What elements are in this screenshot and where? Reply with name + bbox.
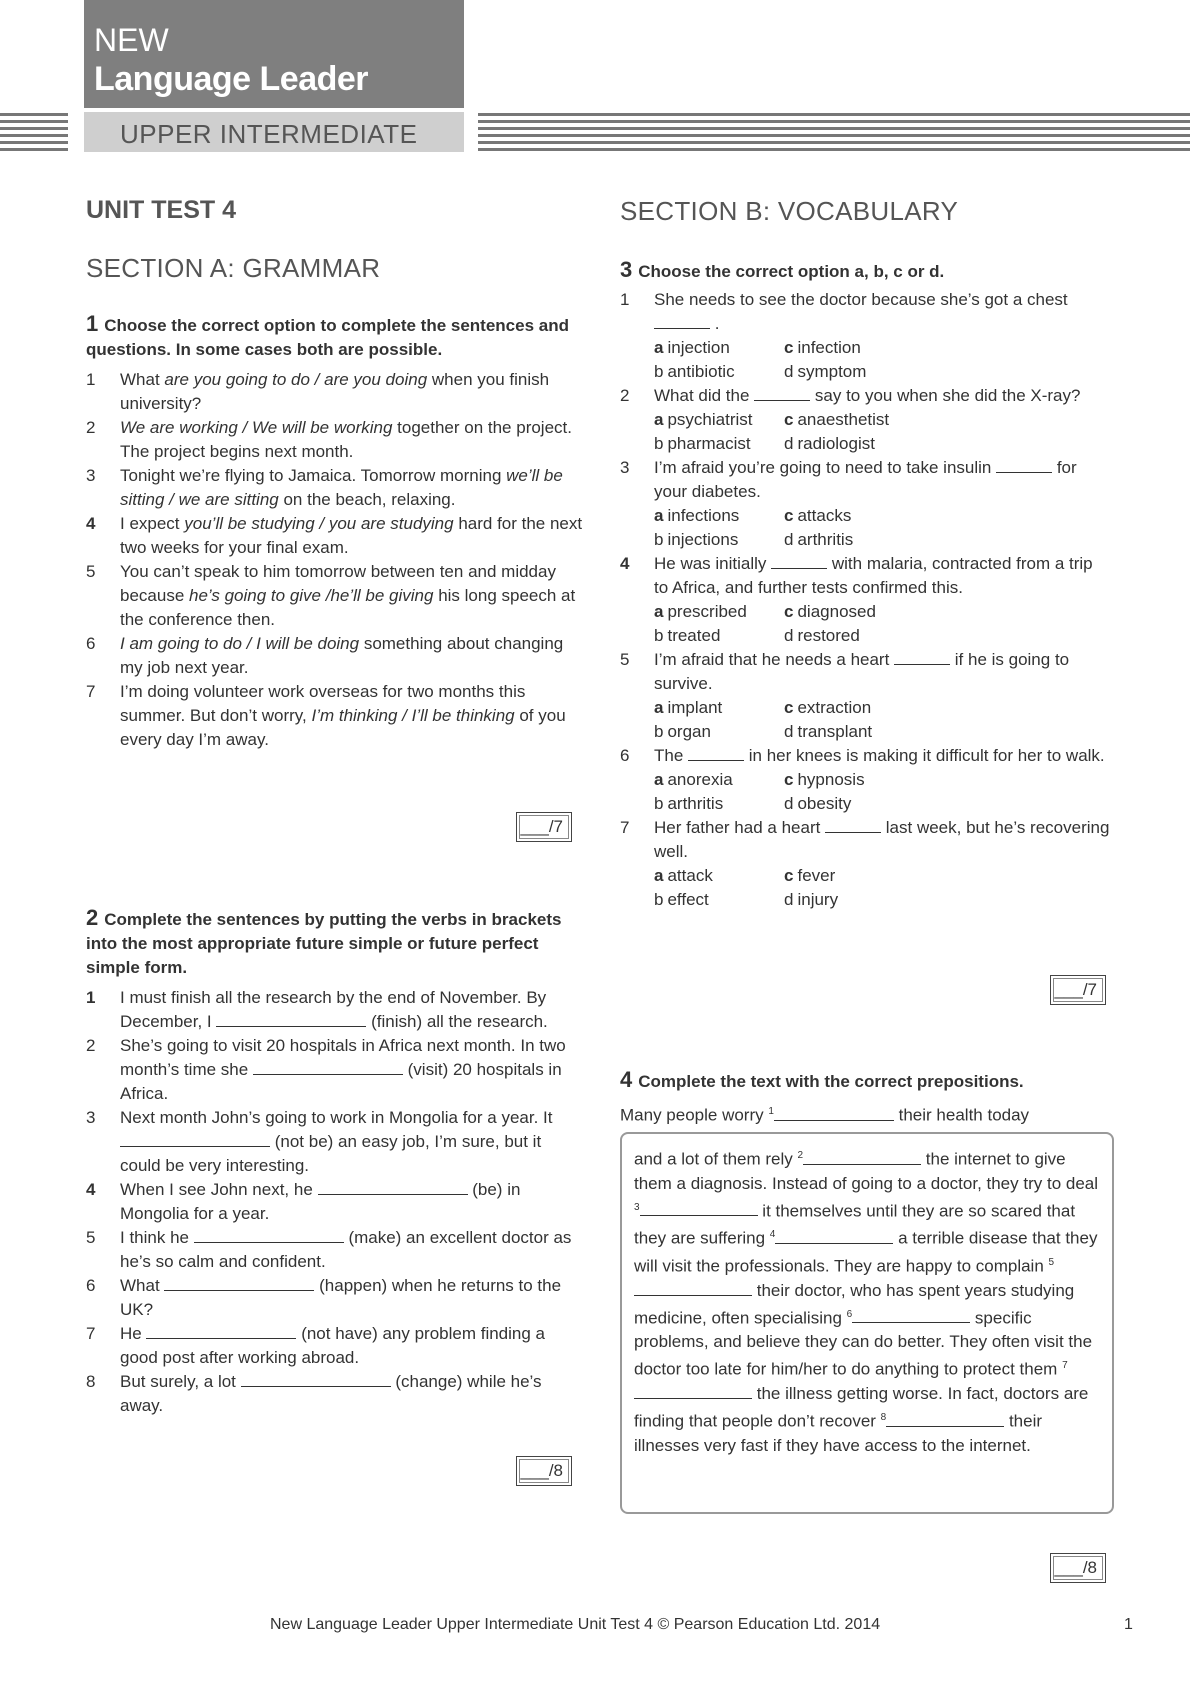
option-a[interactable] [654, 336, 784, 360]
blank-number: 4 [769, 1229, 776, 1241]
section-b-title: SECTION B: VOCABULARY [620, 196, 959, 226]
item-text: for your diabetes. [654, 458, 1077, 501]
option-b[interactable] [654, 720, 784, 744]
option-d[interactable] [784, 624, 984, 648]
item-text: (visit) 20 hospitals in Africa. [120, 1060, 562, 1103]
passage-text: it themselves until they are so scared that they are suffering [634, 1201, 1076, 1248]
item-text: What [120, 1276, 165, 1295]
answer-blank[interactable] [318, 1178, 468, 1195]
q2-item [86, 1322, 586, 1370]
q2-item [86, 1106, 586, 1178]
item-text: I think he [120, 1228, 194, 1247]
q1-item [86, 632, 586, 680]
option-text: symptom [797, 362, 867, 381]
option-letter: d [784, 890, 794, 909]
item-text: his long speech at the conference then. [120, 586, 576, 629]
item-stem [654, 744, 1110, 768]
option-text: infection [797, 338, 861, 357]
item-text: You can’t speak to him tomorrow between ten and midday because [120, 562, 556, 605]
option-text: anaesthetist [797, 410, 890, 429]
option-letter: c [784, 410, 794, 429]
q2-instruction: 2 Complete the sentences by putting the verbs in brackets into the most appropriate future simple or future perfect simple form. [86, 905, 562, 977]
item-number: 1 [620, 290, 630, 309]
option-c[interactable] [784, 504, 984, 528]
item-text: with malaria, contracted from a trip to Africa, and further tests confirmed this. [654, 554, 1093, 597]
option-a[interactable] [654, 768, 784, 792]
header-stripes-left [0, 113, 68, 151]
item-text: I’m doing volunteer work overseas for two months this summer. But don’t worry, [120, 682, 526, 725]
item-number: 5 [620, 650, 630, 669]
option-d[interactable] [784, 888, 984, 912]
item-number: 6 [620, 746, 630, 765]
option-c[interactable] [784, 336, 984, 360]
footer-text: New Language Leader Upper Intermediate Unit Test 4 © Pearson Education Ltd. 2014 [270, 1616, 881, 1633]
option-b[interactable] [654, 792, 784, 816]
passage-text: and a lot of them rely [634, 1149, 798, 1169]
option-letter: b [654, 530, 664, 549]
q2-item [86, 1178, 586, 1226]
option-letter: c [784, 602, 794, 621]
item-text: (change) while he’s away. [120, 1372, 542, 1415]
item-options: he’s going to give /he’ll be giving [189, 586, 434, 605]
item-number: 5 [86, 562, 96, 581]
item-text: on the beach, relaxing. [278, 490, 456, 509]
item-stem [654, 384, 1110, 408]
item-number: 5 [86, 1228, 96, 1247]
item-text: Her father had a heart [654, 818, 826, 837]
item-options [654, 504, 1110, 552]
item-number: 4 [620, 554, 630, 573]
q2-item [86, 1226, 586, 1274]
q1-item [86, 560, 586, 632]
option-text: injection [667, 338, 730, 357]
option-letter: a [654, 410, 664, 429]
item-number: 4 [86, 1180, 96, 1199]
item-number: 2 [86, 418, 96, 437]
blank-number: 3 [634, 1201, 640, 1213]
answer-blank[interactable] [688, 744, 744, 761]
option-c[interactable] [784, 864, 984, 888]
option-text: implant [667, 698, 723, 717]
option-letter: a [654, 698, 664, 717]
option-letter: c [784, 770, 794, 789]
item-text: in her knees is making it difficult for her to walk. [744, 746, 1105, 765]
item-text: What [120, 370, 165, 389]
q3-item [620, 288, 1110, 384]
option-text: attacks [797, 506, 852, 525]
q4-score-box[interactable]: ___/8 [1050, 1553, 1106, 1583]
q3-score-box[interactable]: ___/7 [1050, 975, 1106, 1005]
question-4 [620, 1068, 1110, 1128]
option-letter: c [784, 698, 794, 717]
q2-item [86, 1370, 586, 1418]
item-stem [654, 456, 1110, 504]
item-text: I must finish all the research by the end of November. By December, I [120, 988, 547, 1031]
passage-text: the illness getting worse. In fact, doctors are finding that people don’t recover [634, 1383, 1089, 1431]
q1-item [86, 464, 586, 512]
item-stem [654, 648, 1110, 696]
option-letter: a [654, 770, 664, 789]
item-text: I expect [120, 514, 185, 533]
item-options: are you going to do / are you doing [164, 370, 428, 389]
passage-blank[interactable] [852, 1306, 970, 1323]
q3-list [620, 288, 1110, 912]
page-number: 1 [1124, 1616, 1133, 1633]
option-a[interactable] [654, 864, 784, 888]
q3-item [620, 648, 1110, 744]
option-a[interactable] [654, 504, 784, 528]
item-text: When I see John next, he [120, 1180, 318, 1199]
item-number: 6 [86, 1276, 96, 1295]
option-letter: b [654, 434, 664, 453]
option-letter: b [654, 890, 664, 909]
item-text: hard for the next two weeks for your final exam. [120, 514, 583, 557]
item-options [654, 408, 1110, 456]
item-options: we’ll be sitting / we are sitting [120, 466, 563, 509]
option-text: restored [797, 626, 860, 645]
item-text: Tonight we’re flying to Jamaica. Tomorrow morning [120, 466, 507, 485]
item-text: But surely, a lot [120, 1372, 241, 1391]
blank-number: 2 [797, 1150, 804, 1161]
option-letter: c [784, 506, 794, 525]
answer-blank[interactable] [771, 552, 827, 569]
item-number: 3 [620, 458, 630, 477]
option-letter: b [654, 722, 664, 741]
q3-item [620, 384, 1110, 456]
option-letter: d [784, 530, 794, 549]
option-c[interactable] [784, 600, 984, 624]
q4-instruction: 4 Complete the text with the correct prepositions. [620, 1067, 1024, 1092]
option-c[interactable] [784, 768, 984, 792]
item-text: He was initially [654, 554, 772, 573]
option-b[interactable] [654, 888, 784, 912]
option-letter: a [654, 866, 664, 885]
option-text: arthritis [797, 530, 854, 549]
q2-list [86, 986, 586, 1418]
brand-logo [84, 0, 464, 156]
item-text: (not be) an easy job, I’m sure, but it could be very interesting. [120, 1132, 542, 1175]
item-text: (be) in Mongolia for a year. [120, 1180, 521, 1223]
option-letter: b [654, 626, 664, 645]
passage-text: a terrible disease that they will visit the professionals. They are happy to complain [634, 1228, 1098, 1276]
option-text: transplant [797, 722, 873, 741]
answer-blank[interactable] [194, 1226, 344, 1243]
q3-item [620, 456, 1110, 552]
item-text: of you every day I’m away. [120, 706, 566, 749]
item-text: when you finish university? [120, 370, 550, 413]
option-text: prescribed [667, 602, 747, 621]
item-number: 1 [86, 988, 96, 1007]
item-options: We are working / We will be working [120, 418, 393, 437]
blank-number: 6 [846, 1308, 853, 1320]
item-number: 6 [86, 634, 96, 653]
item-text: if he is going to survive. [654, 650, 1070, 693]
option-text: diagnosed [797, 602, 876, 621]
passage-text: the internet to give them a diagnosis. Instead of going to a doctor, they try to deal [634, 1149, 1099, 1193]
question-1 [86, 312, 586, 752]
section-a-title: SECTION A: GRAMMAR [86, 253, 381, 283]
answer-blank[interactable] [253, 1058, 403, 1075]
item-options [654, 696, 1110, 744]
q2-item [86, 986, 586, 1034]
option-text: organ [667, 722, 711, 741]
option-c[interactable] [784, 696, 984, 720]
q3-item [620, 816, 1110, 912]
item-options [654, 864, 1110, 912]
answer-blank[interactable] [754, 384, 810, 401]
option-text: arthritis [667, 794, 724, 813]
item-number: 3 [86, 466, 96, 485]
option-d[interactable] [784, 360, 984, 384]
passage-blank[interactable] [775, 1227, 893, 1244]
option-letter: d [784, 626, 794, 645]
option-letter: b [654, 794, 664, 813]
option-a[interactable] [654, 408, 784, 432]
item-options: I’m thinking / I’ll be thinking [311, 706, 515, 725]
option-b[interactable] [654, 360, 784, 384]
option-a[interactable] [654, 600, 784, 624]
item-stem [654, 816, 1110, 864]
item-number: 7 [86, 1324, 96, 1343]
blank-number: 7 [1062, 1360, 1068, 1372]
item-text: last week, but he’s recovering well. [654, 818, 1110, 861]
item-stem [654, 552, 1110, 600]
item-text: I’m afraid that he needs a heart [654, 650, 895, 669]
item-number: 8 [86, 1372, 96, 1391]
option-text: injury [797, 890, 839, 909]
answer-blank[interactable] [241, 1370, 391, 1387]
item-options [654, 600, 1110, 648]
option-text: treated [667, 626, 721, 645]
item-text: (not have) any problem finding a good post after working abroad. [120, 1324, 546, 1367]
option-d[interactable] [784, 720, 984, 744]
q1-instruction: 1 Choose the correct option to complete the sentences and questions. In some cases both are possible. [86, 311, 569, 359]
q1-list [86, 368, 586, 752]
answer-blank[interactable] [216, 1010, 366, 1027]
option-letter: d [784, 362, 794, 381]
blank-number: 5 [1048, 1256, 1055, 1268]
q3-instruction: 3 Choose the correct option a, b, c or d. [620, 257, 945, 282]
item-text: (happen) when he returns to the UK? [120, 1276, 562, 1319]
option-b[interactable] [654, 624, 784, 648]
q1-item [86, 680, 586, 752]
passage-text: specific problems, and believe they can do better. They often visit the doctor too late for him/her to do anything to protect them [634, 1308, 1093, 1379]
option-a[interactable] [654, 696, 784, 720]
item-text: (make) an excellent doctor as he’s so calm and confident. [120, 1228, 572, 1271]
item-text: together on the project. The project begins next month. [120, 418, 572, 461]
q3-item [620, 744, 1110, 816]
item-text: Next month John’s going to work in Mongolia for a year. It [120, 1108, 553, 1127]
item-number: 4 [86, 514, 96, 533]
passage-text: their doctor, who has spent years studying medicine, often specialising [634, 1280, 1075, 1328]
q1-item [86, 416, 586, 464]
item-number: 7 [620, 818, 630, 837]
passage-text: their illnesses very fast if they have access to the internet. [634, 1411, 1043, 1455]
q4-lead: Many people worry $^1$ their health today [620, 1105, 1030, 1125]
question-3 [620, 258, 1110, 912]
passage-blank[interactable] [803, 1148, 921, 1165]
passage-blank[interactable] [634, 1279, 752, 1296]
q1-item [86, 512, 586, 560]
item-text: (finish) all the research. [366, 1012, 548, 1031]
item-options [654, 336, 1110, 384]
passage-blank[interactable] [640, 1199, 758, 1216]
q2-item [86, 1274, 586, 1322]
answer-blank[interactable] [164, 1274, 314, 1291]
option-text: pharmacist [667, 434, 751, 453]
q1-item [86, 368, 586, 416]
option-text: obesity [797, 794, 852, 813]
answer-blank[interactable] [996, 456, 1052, 473]
q4-blank-1[interactable] [774, 1104, 894, 1121]
option-text: psychiatrist [667, 410, 753, 429]
option-letter: b [654, 362, 664, 381]
item-text: I’m afraid you’re going to need to take insulin [654, 458, 997, 477]
q2-item [86, 1034, 586, 1106]
answer-blank[interactable] [894, 648, 950, 665]
option-letter: c [784, 338, 794, 357]
option-text: radiologist [797, 434, 875, 453]
item-text: She needs to see the doctor because she’s got a chest [654, 290, 1068, 309]
answer-blank[interactable] [146, 1322, 296, 1339]
option-text: extraction [797, 698, 872, 717]
option-letter: d [784, 794, 794, 813]
item-number: 2 [620, 386, 630, 405]
option-b[interactable] [654, 432, 784, 456]
question-2 [86, 906, 586, 1418]
brand-name: Language Leader [94, 60, 369, 98]
option-text: antibiotic [667, 362, 735, 381]
q4-text-box [620, 1132, 1114, 1514]
item-stem [654, 288, 1110, 336]
item-text: He [120, 1324, 147, 1343]
option-b[interactable] [654, 528, 784, 552]
item-options: you’ll be studying / you are studying [184, 514, 454, 533]
option-text: hypnosis [797, 770, 865, 789]
item-text: say to you when she did the X-ray? [810, 386, 1081, 405]
unit-title: UNIT TEST 4 [86, 196, 237, 224]
answer-blank[interactable] [825, 816, 881, 833]
item-number: 1 [86, 370, 96, 389]
passage-blank[interactable] [634, 1382, 752, 1399]
answer-blank[interactable] [654, 312, 710, 329]
brand-level: UPPER INTERMEDIATE [120, 119, 418, 149]
blank-number: 8 [880, 1411, 887, 1423]
option-d[interactable] [784, 528, 984, 552]
item-number: 2 [86, 1036, 96, 1055]
item-options: I am going to do / I will be doing [120, 634, 360, 653]
option-letter: a [654, 338, 664, 357]
option-c[interactable] [784, 408, 984, 432]
option-d[interactable] [784, 432, 984, 456]
item-text: something about changing my job next year. [120, 634, 564, 677]
option-text: attack [667, 866, 713, 885]
item-number: 3 [86, 1108, 96, 1127]
option-text: effect [667, 890, 709, 909]
option-text: fever [797, 866, 836, 885]
q2-score-box[interactable]: ___/8 [516, 1456, 572, 1486]
brand-new: NEW [94, 22, 169, 58]
option-letter: c [784, 866, 794, 885]
header-stripes-right [478, 113, 1190, 151]
option-d[interactable] [784, 792, 984, 816]
item-text: The [654, 746, 689, 765]
option-text: anorexia [667, 770, 733, 789]
item-number: 7 [86, 682, 96, 701]
option-text: injections [667, 530, 739, 549]
q1-score-box[interactable]: ___/7 [516, 812, 572, 842]
item-options [654, 768, 1110, 816]
option-text: infections [667, 506, 740, 525]
item-text: She’s going to visit 20 hospitals in Africa next month. In two month’s time she [120, 1036, 566, 1079]
item-text: . [710, 314, 720, 333]
option-letter: a [654, 602, 664, 621]
item-text: What did the [654, 386, 755, 405]
option-letter: d [784, 434, 794, 453]
q3-item [620, 552, 1110, 648]
answer-blank[interactable] [120, 1130, 270, 1147]
option-letter: a [654, 506, 664, 525]
option-letter: d [784, 722, 794, 741]
passage-blank[interactable] [886, 1410, 1004, 1427]
